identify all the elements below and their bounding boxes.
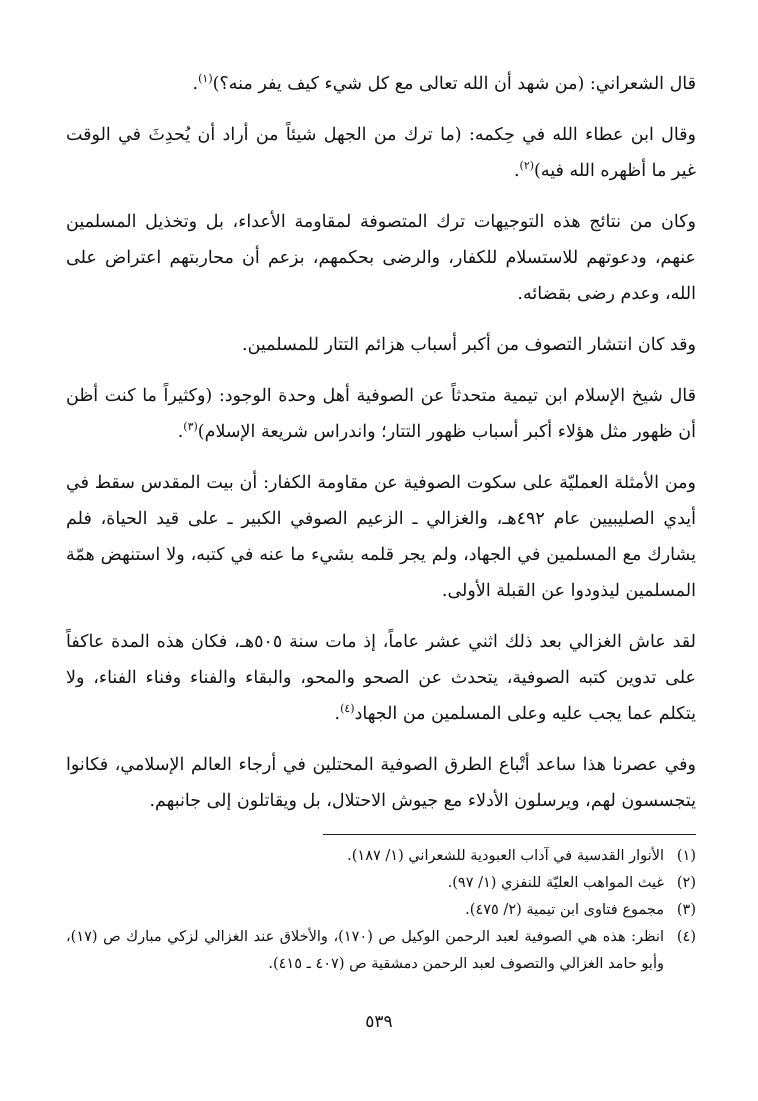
- paragraph: [66, 747, 696, 819]
- paragraph: [66, 204, 696, 312]
- paragraph-text: وكان من نتائج هذه التوجيهات ترك المتصوفة لمقاومة الأعداء، بل وتخذيل المسلمين عنهم، ودعوتهم للاستسلام للكفار، والرضى بحكمهم، بزعم أن محاربتهم اعتراض على الله، وعدم رضى بقضائه.: [66, 212, 696, 304]
- footnote-text: الأنوار القدسية في آداب العبودية للشعراني (١/ ١٨٧).: [347, 848, 664, 864]
- footnote-number: (٤): [676, 929, 696, 945]
- paragraph-text: وقال ابن عطاء الله في حِكمه: (ما ترك من الجهل شيئاً من أراد أن يُحدِثَ في الوقت غير ما أظهره الله فيه): [66, 125, 696, 181]
- paragraph-text: لقد عاش الغزالي بعد ذلك اثني عشر عاماً، إذ مات سنة ٥٠٥هـ، فكان هذه المدة عاكفاً على تدوين كتبه الصوفية، يتحدث عن الصحو والمحو، والبقاء والفناء وفناء الفناء، ولا يتكلم عما يجب عليه وعلى المسلمين من الجهاد: [66, 632, 696, 724]
- paragraph: [66, 327, 696, 363]
- paragraph: [66, 624, 696, 732]
- paragraph-tail: .: [177, 422, 184, 442]
- footnote-reference: (١): [198, 72, 213, 86]
- footnote-number: (٣): [676, 902, 696, 918]
- paragraph-text: قال الشعراني: (من شهد أن الله تعالى مع كل شيء كيف يفر منه؟): [212, 74, 696, 94]
- paragraph: [66, 378, 696, 450]
- paragraph-text: وفي عصرنا هذا ساعد أتْباع الطرق الصوفية المحتلين في أرجاء العالم الإسلامي، فكانوا يتجسسون لهم، ويرسلون الأدلاء مع جيوش الاحتلال، بل ويقاتلون إلى جانبهم.: [66, 755, 696, 811]
- paragraph: [66, 465, 696, 609]
- paragraph-tail: .: [513, 161, 520, 181]
- paragraph-text: ومن الأمثلة العمليّة على سكوت الصوفية عن مقاومة الكفار: أن بيت المقدس سقط في أيدي الصليبيين عام ٤٩٢هـ، والغزالي ـ الزعيم الصوفي الكبير ـ على قيد الحياة، فلم يشارك مع المسلمين في الجهاد، ولم يجر قلمه بشيء ما عنه في كتبه، ولا استنهض همّة المسلمين ليذودوا عن القبلة الأولى.: [66, 473, 696, 601]
- page-number: ٥٣٩: [365, 1012, 393, 1032]
- footnote-number: (٢): [676, 875, 696, 891]
- paragraph-tail: .: [334, 704, 341, 724]
- footnote-reference: (٢): [519, 159, 535, 173]
- paragraph-text: قال شيخ الإسلام ابن تيمية متحدثاً عن الصوفية أهل وحدة الوجود: (وكثيراً ما كنت أظن أن ظهور مثل هؤلاء أكبر أسباب ظهور التتار؛ واندراس شريعة الإسلام): [66, 386, 696, 442]
- footnotes: [66, 843, 696, 978]
- footnote-text: غيث المواهب العليّة للنفزي (١/ ٩٧).: [447, 875, 664, 891]
- footnote-number: (١): [676, 848, 696, 864]
- footnote: [66, 897, 696, 924]
- footnote-divider: [323, 834, 696, 835]
- footnote-reference: (٤): [340, 702, 355, 716]
- footnote-text: مجموع فتاوى ابن تيمية (٢/ ٤٧٥).: [465, 902, 664, 918]
- paragraph-tail: .: [192, 74, 199, 94]
- footnote: [66, 843, 696, 870]
- footnote-reference: (٣): [183, 420, 198, 434]
- paragraph: [66, 117, 696, 189]
- footnote: [66, 924, 696, 978]
- body-text: [66, 66, 696, 819]
- paragraph: [66, 66, 696, 102]
- footnote: [66, 870, 696, 897]
- footnote-text: انظر: هذه هي الصوفية لعبد الرحمن الوكيل ص (١٧٠)، والأخلاق عند الغزالي لزكي مبارك ص (١٧)، وأبو حامد الغزالي والتصوف لعبد الرحمن دمشقية ص (٤٠٧ ـ ٤١٥).: [66, 929, 664, 972]
- paragraph-text: وقد كان انتشار التصوف من أكبر أسباب هزائم التتار للمسلمين.: [242, 335, 696, 355]
